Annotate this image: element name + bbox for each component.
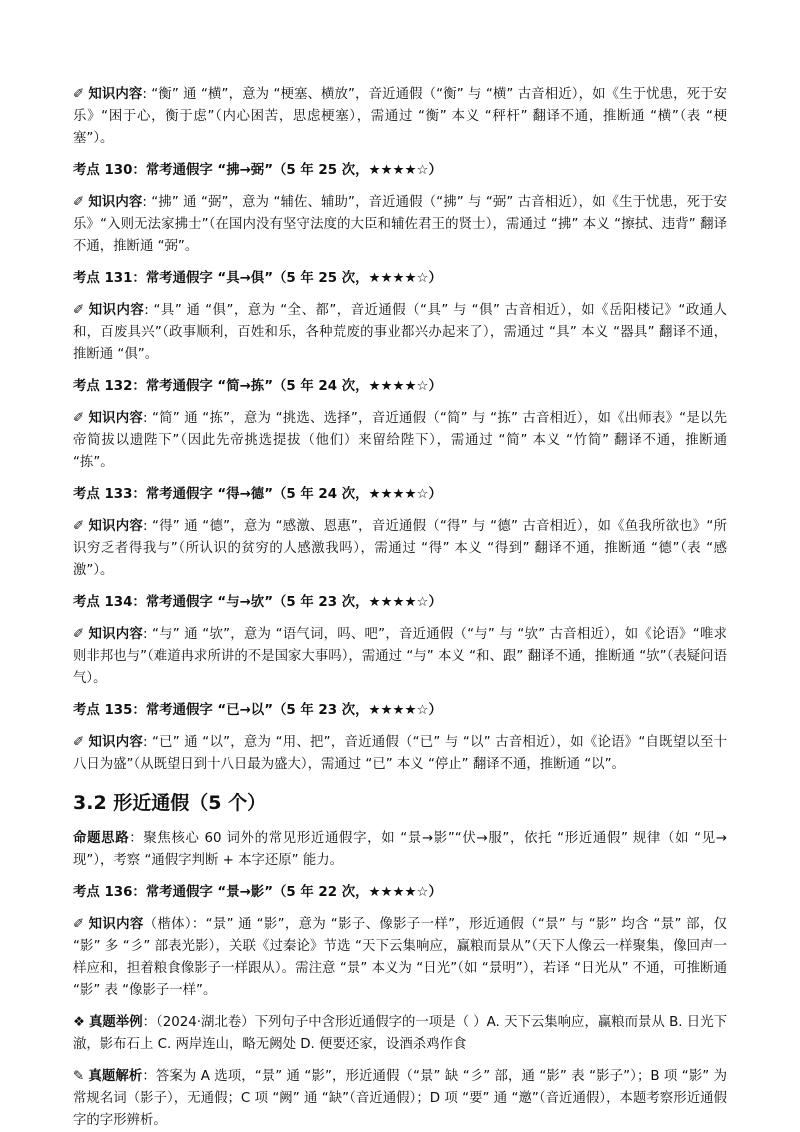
exam-point-130-heading: 考点 130：常考通假字 “拂→弼”（5 年 25 次，★★★★☆）: [73, 163, 442, 178]
example-text: ：（2024·湖北卷）下列句子中含形近通假字的一项是（ ）A. 天下云集响应，赢粮而景从 B. 日光下澈，影布石上 C. 两岸连山，略无阙处 D. 便要还家，设酒杀鸡作食: [73, 1015, 727, 1052]
knowledge-label: 知识内容: [88, 411, 143, 426]
pencil-icon: ✐: [73, 303, 85, 318]
thinking-label: 命题思路: [73, 831, 130, 846]
exam-point-133-heading: 考点 133：常考通假字 “得→德”（5 年 24 次，★★★★☆）: [73, 487, 442, 502]
document-page: [73, 84, 727, 1132]
pencil-icon: ✐: [73, 411, 85, 426]
knowledge-paragraph: [73, 408, 727, 474]
exam-example-paragraph: [73, 1012, 727, 1056]
knowledge-text: : “拂” 通 “弼”，意为 “辅佐、辅助”，音近通假（“拂” 与 “弼” 古音相近），如《生于忧患，死于安乐》“入则无法家拂士”（在国内没有坚守法度的大臣和辅佐君王的贤士），需通过 “拂” 本义 “擦拭、违背” 翻译不通，推断通 “弼”。: [73, 195, 728, 254]
pencil-icon: ✐: [73, 519, 85, 534]
pencil-icon: ✐: [73, 87, 85, 102]
knowledge-label: 知识内容: [88, 195, 143, 210]
pen-icon: ✎: [73, 1069, 85, 1084]
pencil-icon: ✐: [73, 917, 85, 932]
section-heading: 3.2 形近通假（5 个）: [73, 792, 267, 814]
knowledge-text: : “已” 通 “以”，意为 “用、把”，音近通假（“已” 与 “以” 古音相近），如《论语》“自既望以至十八日为盛”（从既望日到十八日最为盛大），需通过 “已” 本义 “停止” 翻译不通，推断通 “以”。: [73, 735, 727, 772]
knowledge-text: : “简” 通 “拣”，意为 “挑选、选择”，音近通假（“简” 与 “拣” 古音相近），如《出师表》“是以先帝简拔以遗陛下”（因此先帝挑选提拔（他们）来留给陛下），需通过 “简” 本义 “竹简” 翻译不通，推断通 “拣”。: [73, 411, 727, 470]
pencil-icon: ✐: [73, 195, 85, 210]
example-label: 真题举例: [89, 1015, 143, 1030]
pencil-icon: ✐: [73, 735, 85, 750]
thinking-paragraph: [73, 828, 727, 872]
knowledge-paragraph: [73, 732, 727, 776]
diamond-bullet-icon: ❖: [73, 1015, 86, 1030]
knowledge-text: : “具” 通 “俱”，意为 “全、都”，音近通假（“具” 与 “俱” 古音相近），如《岳阳楼记》“政通人和，百废具兴”（政事顺利，百姓和乐，各种荒废的事业都兴办起来了），需通过 “具” 本义 “器具” 翻译不通，推断通 “俱”。: [73, 303, 727, 362]
knowledge-label: 知识内容: [88, 303, 145, 318]
knowledge-paragraph: [73, 192, 727, 258]
analysis-text: ：答案为 A 选项，“景” 通 “影”，形近通假（“景” 缺 “彡” 部，通 “影” 表 “影子”）；B 项 “影” 为常规名词（影子），无通假；C 项 “阙” 通 “缺”（音近通假）；D 项 “要” 通 “邀”（音近通假），本题考察形近通假字的字形辨析。: [73, 1069, 728, 1128]
exam-analysis-paragraph: [73, 1066, 727, 1132]
exam-point-134-heading: 考点 134：常考通假字 “与→欤”（5 年 23 次，★★★★☆）: [73, 595, 442, 610]
exam-point-136-heading: 考点 136：常考通假字 “景→影”（5 年 22 次，★★★★☆）: [73, 885, 442, 900]
knowledge-text: : “与” 通 “欤”，意为 “语气词，吗、吧”，音近通假（“与” 与 “欤” 古音相近），如《论语》“唯求则非邦也与”（难道冉求所讲的不是国家大事吗），需通过 “与” 本义 “和、跟” 翻译不通，推断通 “欤”（表疑问语气）。: [73, 627, 727, 686]
knowledge-paragraph: [73, 516, 727, 582]
exam-point-131-heading: 考点 131：常考通假字 “具→俱”（5 年 25 次，★★★★☆）: [73, 271, 442, 286]
knowledge-text: （楷体）：“景” 通 “影”，意为 “影子、像影子一样”，形近通假（“景” 与 “影” 均含 “景” 部，仅 “影” 多 “彡” 部表光影），关联《过秦论》节选 “天下云集响应，赢粮而景从”（天下人像云一样聚集，像回声一样应和，担着粮食像影子一样跟从）。需注意 “景” 本义为 “日光”（如 “景明”），若译 “日光从” 不通，可推断通 “影” 表 “像影子一样”。: [73, 917, 727, 998]
thinking-text: ：聚焦核心 60 词外的常见形近通假字，如 “景→影”“伏→服”，依托 “形近通假” 规律（如 “见→现”），考察 “通假字判断 + 本字还原” 能力。: [73, 831, 728, 868]
analysis-label: 真题解析: [88, 1069, 143, 1084]
knowledge-paragraph: [73, 624, 727, 690]
pencil-icon: ✐: [73, 627, 85, 642]
knowledge-paragraph: [73, 300, 727, 366]
knowledge-label: 知识内容: [88, 917, 144, 932]
knowledge-paragraph: [73, 914, 727, 1002]
knowledge-label: 知识内容: [88, 87, 143, 102]
knowledge-label: 知识内容: [88, 735, 143, 750]
knowledge-paragraph: [73, 84, 727, 150]
knowledge-text: : “得” 通 “德”，意为 “感激、恩惠”，音近通假（“得” 与 “德” 古音相近），如《鱼我所欲也》“所识穷乏者得我与”（所认识的贫穷的人感激我吗），需通过 “得” 本义 “得到” 翻译不通，推断通 “德”（表 “感激”）。: [73, 519, 727, 578]
exam-point-132-heading: 考点 132：常考通假字 “简→拣”（5 年 24 次，★★★★☆）: [73, 379, 442, 394]
knowledge-label: 知识内容: [88, 627, 143, 642]
knowledge-label: 知识内容: [88, 519, 143, 534]
knowledge-text: : “衡” 通 “横”，意为 “梗塞、横放”，音近通假（“衡” 与 “横” 古音相近），如《生于忧患，死于安乐》“困于心，衡于虑”（内心困苦，思虑梗塞），需通过 “衡” 本义 “秤杆” 翻译不通，推断通 “横”（表 “梗塞”）。: [73, 87, 728, 146]
exam-point-135-heading: 考点 135：常考通假字 “已→以”（5 年 23 次，★★★★☆）: [73, 703, 442, 718]
